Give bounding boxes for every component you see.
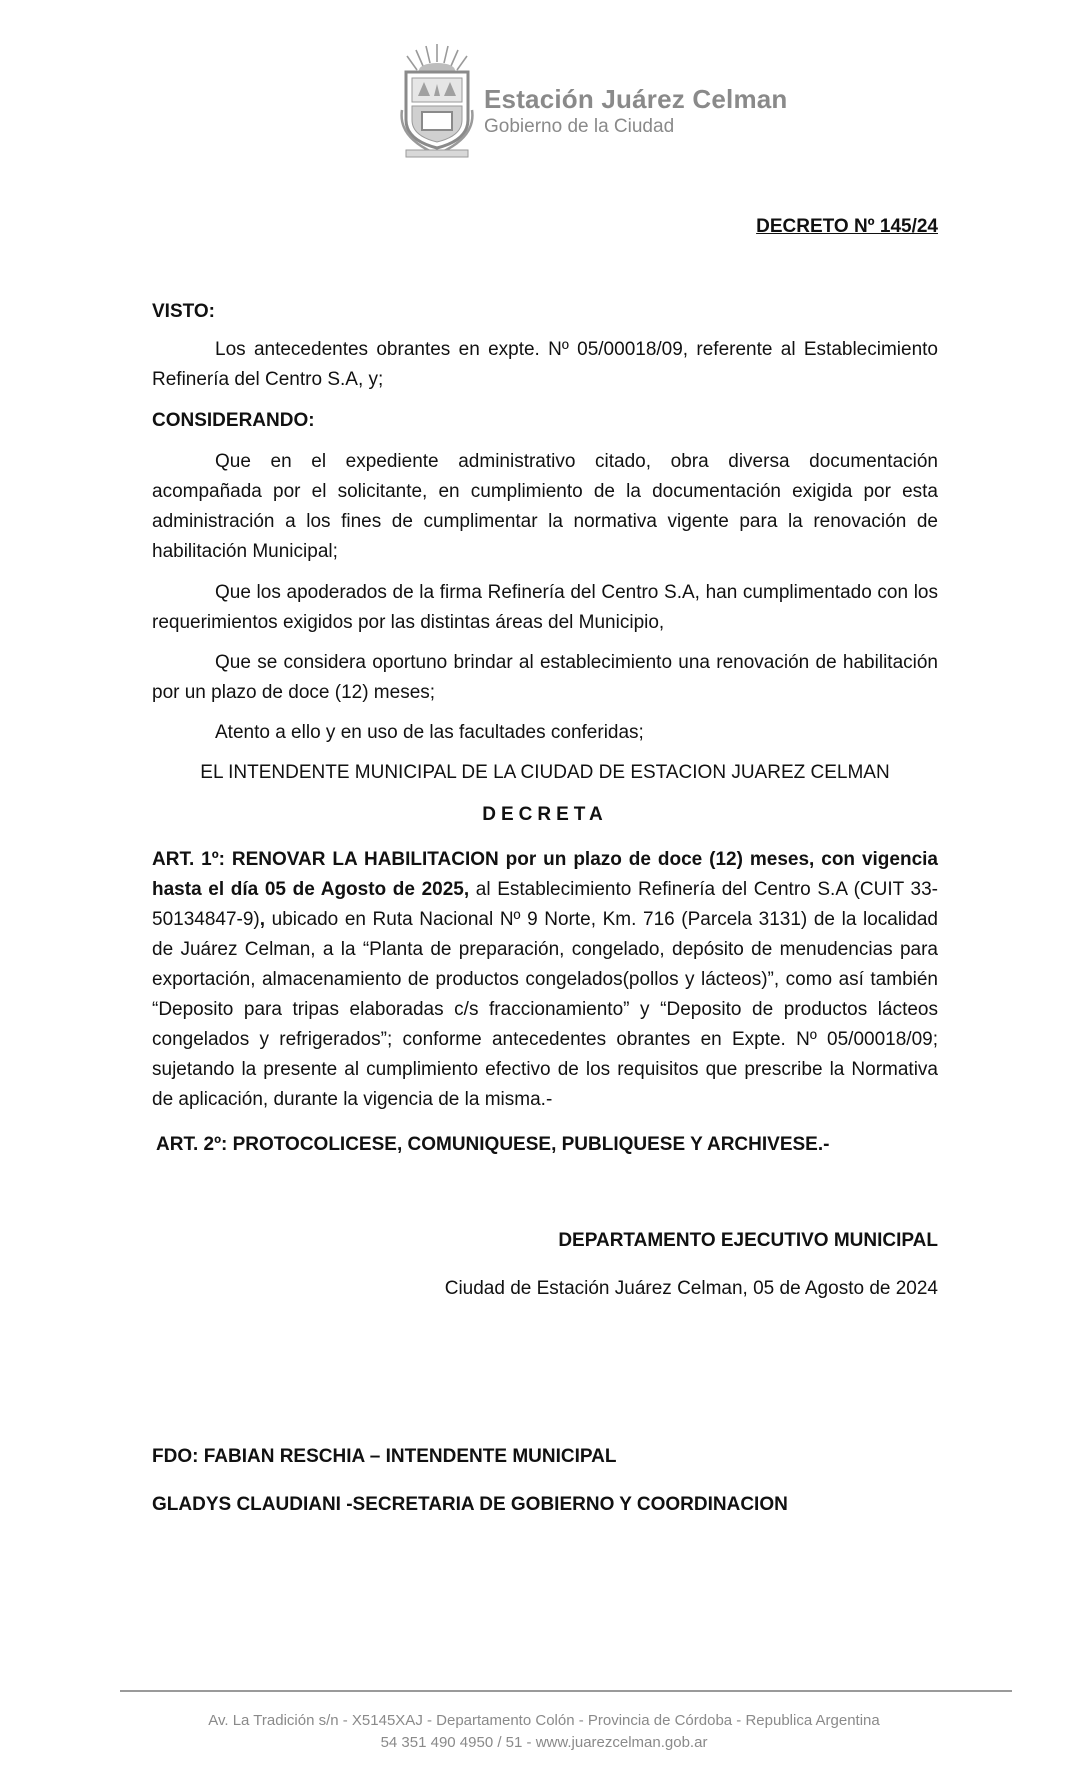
article-2: ART. 2º: PROTOCOLICESE, COMUNIQUESE, PUBLIQUESE Y ARCHIVESE.- xyxy=(156,1134,830,1155)
decreta-heading: DECRETA xyxy=(482,804,608,825)
municipal-crest-icon xyxy=(392,40,482,160)
considerando-paragraph-2: Que los apoderados de la firma Refinería del Centro S.A, han cumplimentado con los requerimientos exigidos por las distintas áreas del Municipio, xyxy=(152,582,938,633)
signature-intendente: FDO: FABIAN RESCHIA – INTENDENTE MUNICIPAL xyxy=(152,1446,617,1467)
considerando-paragraph-3: Que se considera oportuno brindar al establecimiento una renovación de habilitación por un plazo de doce (12) meses; xyxy=(152,652,938,703)
footer-address: Av. La Tradición s/n - X5145XAJ - Departamento Colón - Provincia de Córdoba - Republica Argentina xyxy=(208,1712,880,1729)
brand-subtitle: Gobierno de la Ciudad xyxy=(484,116,675,137)
letterhead xyxy=(392,40,788,160)
article-1-body: ubicado en Ruta Nacional Nº 9 Norte, Km. 716 (Parcela 3131) de la localidad de Juárez Celman, a la “Planta de preparación, congelado, depósito de menudencias para exportación, almacenamiento de productos congelados(pollos y lácteos)”, como así también “Deposito para tripas elaboradas c/s fraccionamiento” y “Deposito de productos lácteos congelados y refrigerados”; conforme antecedentes obrantes en Expte. Nº 05/00018/09; sujetando la presente al cumplimiento efectivo de los requisitos que prescribe la Normativa de aplicación, durante la vigencia de la misma.- xyxy=(152,909,938,1110)
department-title: DEPARTAMENTO EJECUTIVO MUNICIPAL xyxy=(558,1230,938,1251)
signature-secretaria: GLADYS CLAUDIANI -SECRETARIA DE GOBIERNO Y COORDINACION xyxy=(152,1494,788,1515)
considerando-heading: CONSIDERANDO: xyxy=(152,410,315,431)
article-1-cuit: (CUIT 33-50134847-9) xyxy=(152,879,939,930)
decree-number: DECRETO Nº 145/24 xyxy=(756,216,938,237)
footer-divider xyxy=(120,1690,1012,1692)
article-1 xyxy=(152,845,938,1115)
visto-heading: VISTO: xyxy=(152,301,215,322)
article-1-label: ART. 1º: RENOVAR LA HABILITACION por un plazo de doce (12) meses, con vigencia hasta el día 05 de Agosto de 2025, xyxy=(152,849,938,900)
footer-contact: 54 351 490 4950 / 51 - www.juarezcelman.gob.ar xyxy=(380,1734,708,1751)
considerando-paragraph-4: Atento a ello y en uso de las facultades conferidas; xyxy=(215,722,644,743)
article-1-comma: , xyxy=(259,909,266,930)
footer xyxy=(0,1710,1088,1754)
place-date: Ciudad de Estación Juárez Celman, 05 de Agosto de 2024 xyxy=(444,1278,938,1299)
authority-line: EL INTENDENTE MUNICIPAL DE LA CIUDAD DE ESTACION JUAREZ CELMAN xyxy=(200,762,890,783)
visto-paragraph: Los antecedentes obrantes en expte. Nº 05/00018/09, referente al Establecimiento Refinería del Centro S.A, y; xyxy=(152,339,938,390)
article-1-establishment: al Establecimiento Refinería del Centro S.A xyxy=(469,879,854,900)
brand-name: Estación Juárez Celman xyxy=(484,84,788,114)
considerando-paragraph-1: Que en el expediente administrativo citado, obra diversa documentación acompañada por el solicitante, en cumplimiento de la documentación exigida por esta administración a los fines de cumplimentar la normativa vigente para la renovación de habilitación Municipal; xyxy=(152,451,938,562)
